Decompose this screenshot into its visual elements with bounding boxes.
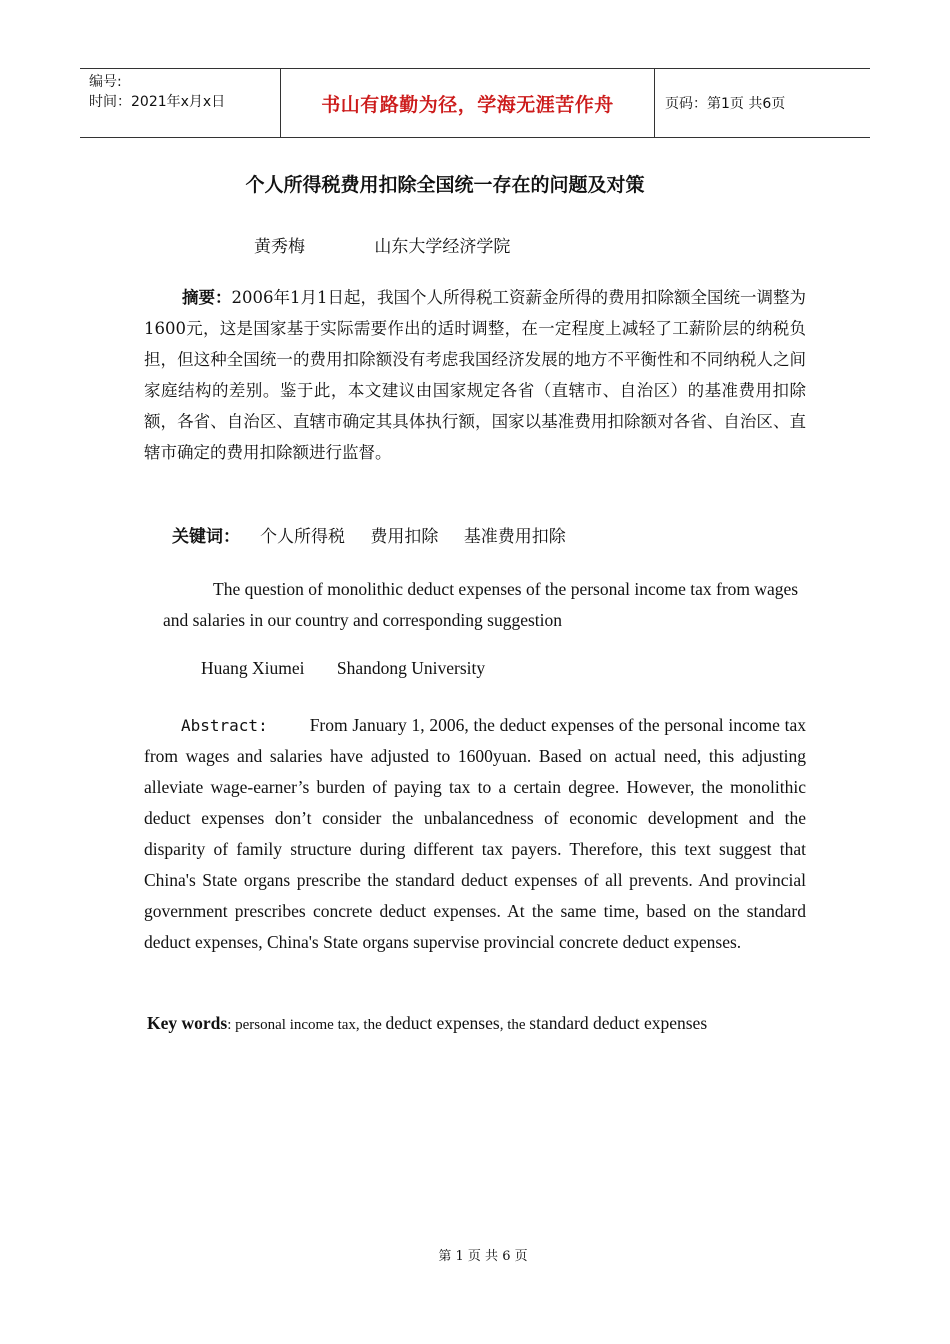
english-keyword: personal income tax, the <box>235 1017 386 1033</box>
keywords-label: 关键词： <box>172 527 240 547</box>
abstract-text: 2006年1月1日起，我国个人所得税工资薪金所得的费用扣除额全国统一调整为1600元，这是国家基于实际需要作出的适时调整，在一定程度上减轻了工薪阶层的纳税负担，但这种全国统一的费用扣除额没有考虑我国经济发展的地方不平衡性和不同纳税人之间家庭结构的差别。鉴于此，本文建议由国家规定各省（直辖市、自治区）的基准费用扣除额，各省、自治区、直辖市确定其具体执行额，国家以基准费用扣除额对各省、自治区、直辖市确定的费用扣除额进行监督。 <box>144 288 806 462</box>
page-footer: 第 1 页 共 6 页 <box>438 1249 528 1264</box>
page-cell <box>655 69 870 137</box>
english-abstract-text: From January 1, 2006, the deduct expenses of the personal income tax from wages and salaries have adjusted to 1600yuan. Based on actual need, this adjusting alleviate wage-earner’s burden of paying tax to a certain degree. However, the monolithic deduct expenses don’t consider the unbalancedness of economic development and the disparity of family structure during different tax payers. Therefore, this text suggest that China's State organs prescribe the standard deduct expenses of all prevents. And provincial government prescribes concrete deduct expenses. At the same time, based on the standard deduct expenses, China's State organs supervise provincial concrete deduct expenses. <box>144 715 806 952</box>
english-keywords-label: Key words <box>147 1013 228 1033</box>
header-table <box>80 68 870 138</box>
english-affiliation: Shandong University <box>336 658 486 678</box>
keyword: 费用扣除 <box>370 527 439 547</box>
keywords-separator: : <box>227 1017 236 1033</box>
english-author-name: Huang Xiumei <box>201 658 305 678</box>
english-abstract-label: Abstract: <box>181 716 268 735</box>
english-keywords <box>147 1013 707 1034</box>
keyword: 个人所得税 <box>260 527 345 547</box>
english-abstract <box>144 710 806 958</box>
english-author-line <box>201 658 485 679</box>
header-meta-cell <box>80 69 281 137</box>
chinese-abstract <box>144 282 806 468</box>
author-affiliation: 山东大学经济学院 <box>374 237 511 257</box>
time-label: 时间：2021年x月x日 <box>89 94 226 110</box>
english-keyword: standard deduct expenses <box>529 1013 708 1033</box>
chinese-keywords <box>172 522 566 547</box>
english-keyword: , the <box>499 1017 530 1033</box>
motto-cell <box>281 69 655 137</box>
author-name: 黄秀梅 <box>254 237 305 257</box>
article-title: 个人所得税费用扣除全国统一存在的问题及对策 <box>245 174 645 196</box>
number-label: 编号: <box>89 74 122 90</box>
author-line <box>254 232 510 257</box>
keyword: 基准费用扣除 <box>463 527 566 547</box>
abstract-label: 摘要： <box>182 288 232 307</box>
motto-text: 书山有路勤为径，学海无涯苦作舟 <box>321 93 614 116</box>
english-keyword: deduct expenses <box>385 1013 500 1033</box>
page-label: 页码：第1页 共6页 <box>665 96 786 112</box>
english-title: The question of monolithic deduct expenses of the personal income tax from wages and salaries in our country and corresponding suggestion <box>163 579 799 630</box>
